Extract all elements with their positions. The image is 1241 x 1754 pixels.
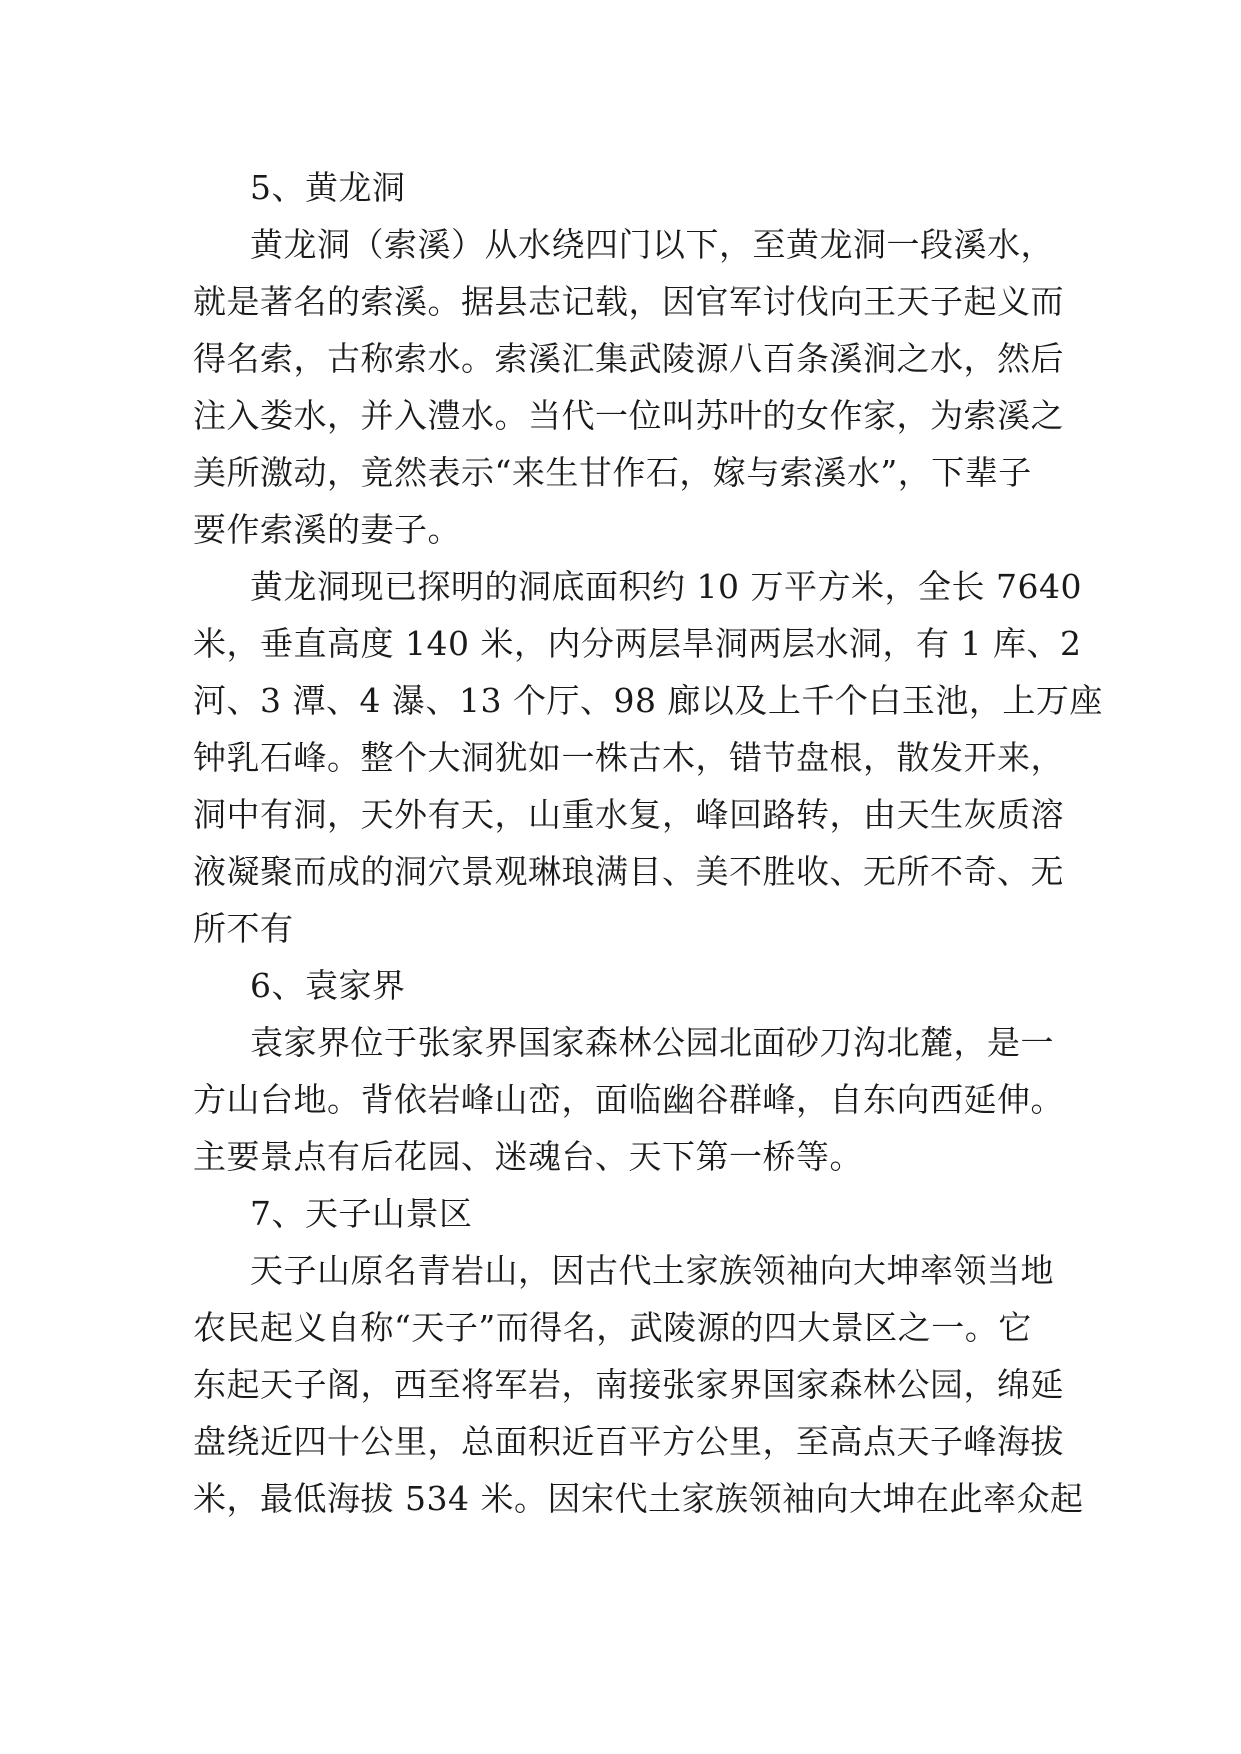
paragraph-line: 袁家界位于张家界国家森林公园北面砂刀沟北麓，是一 <box>250 1023 1054 1062</box>
paragraph-line: 米，垂直高度 140 米，内分两层旱洞两层水洞，有 1 库、2 <box>193 624 1082 663</box>
paragraph-line: 黄龙洞现已探明的洞底面积约 10 万平方米，全长 7640 <box>250 567 1082 606</box>
paragraph-line: 东起天子阁，西至将军岩，南接张家界国家森林公园，绵延 <box>193 1365 1064 1404</box>
paragraph-line: 洞中有洞，天外有天，山重水复，峰回路转，由天生灰质溶 <box>193 795 1064 834</box>
paragraph-line: 美所激动，竟然表示“来生甘作石，嫁与索溪水”，下辈子 <box>193 453 1032 492</box>
paragraph-line: 就是著名的索溪。据县志记载，因官军讨伐向王天子起义而 <box>193 282 1064 321</box>
paragraph-line: 主要景点有后花园、迷魂台、天下第一桥等。 <box>193 1137 863 1176</box>
paragraph-line: 得名索，古称索水。索溪汇集武陵源八百条溪涧之水，然后 <box>193 339 1064 378</box>
paragraph-line: 液凝聚而成的洞穴景观琳琅满目、美不胜收、无所不奇、无 <box>193 852 1064 891</box>
paragraph-line: 天子山原名青岩山，因古代土家族领袖向大坤率领当地 <box>250 1251 1054 1290</box>
paragraph-line: 方山台地。背依岩峰山峦，面临幽谷群峰，自东向西延伸。 <box>193 1080 1064 1119</box>
section-heading-yuanjiajie: 6、袁家界 <box>250 966 406 1005</box>
paragraph-line: 黄龙洞（索溪）从水绕四门以下，至黄龙洞一段溪水， <box>250 225 1054 264</box>
paragraph-line: 钟乳石峰。整个大洞犹如一株古木，错节盘根，散发开来， <box>193 738 1064 777</box>
paragraph-line: 注入娄水，并入澧水。当代一位叫苏叶的女作家，为索溪之 <box>193 396 1064 435</box>
paragraph-line: 盘绕近四十公里，总面积近百平方公里，至高点天子峰海拔 <box>193 1422 1064 1461</box>
paragraph-line: 农民起义自称“天子”而得名，武陵源的四大景区之一。它 <box>193 1308 1032 1347</box>
section-heading-huanglongdong: 5、黄龙洞 <box>250 168 406 207</box>
paragraph-line: 所不有 <box>193 909 294 948</box>
paragraph-line: 河、3 潭、4 瀑、13 个厅、98 廊以及上千个白玉池，上万座 <box>193 681 1103 720</box>
paragraph-line: 米，最低海拔 534 米。因宋代土家族领袖向大坤在此率众起 <box>193 1479 1084 1518</box>
paragraph-line: 要作索溪的妻子。 <box>193 510 461 549</box>
section-heading-tianzishan: 7、天子山景区 <box>250 1194 473 1233</box>
